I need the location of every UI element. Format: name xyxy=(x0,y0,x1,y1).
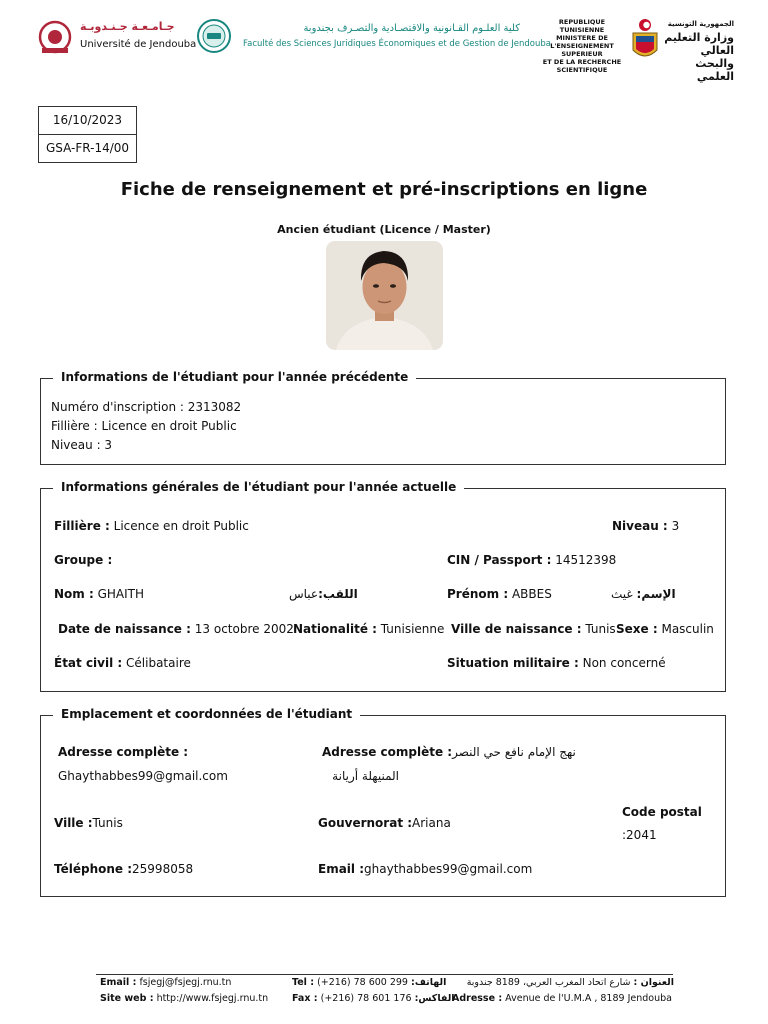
field-sexe: Sexe : Masculin xyxy=(616,622,714,636)
university-name-ar: جـامـعـة جـنـدوبـة xyxy=(80,20,175,33)
previous-year-section xyxy=(40,370,726,465)
ministry-name-ar: الجمهورية التونسية وزارة التعليم العالي والبحث العلمي xyxy=(664,20,734,83)
contact-section xyxy=(40,707,726,897)
faculty-logo xyxy=(196,18,232,54)
previous-registration-number: Numéro d'inscription : 2313082 xyxy=(51,400,242,414)
field-prenom: Prénom : ABBES xyxy=(447,587,552,601)
footer-fax: Fax : (+216) 78 601 176 :الفاكس xyxy=(292,993,455,1004)
field-laqab: اللقب:عباس xyxy=(289,587,358,601)
university-logo xyxy=(38,18,72,56)
field-ville-naissance: Ville de naissance : Tunis xyxy=(451,622,616,636)
previous-year-legend: Informations de l'étudiant pour l'année précédente xyxy=(53,370,416,384)
footer-address-ar: العنوان : شارع اتحاد المغرب العربي، 8189 جندوبة xyxy=(466,977,674,988)
field-filiere: Fillière : Licence en droit Public xyxy=(54,519,249,533)
footer-email: Email : fsjegj@fsjegj.rnu.tn xyxy=(100,977,232,988)
field-gouvernorat: Gouvernorat :Ariana xyxy=(318,816,451,830)
field-cin: CIN / Passport : 14512398 xyxy=(447,553,617,567)
field-groupe: Groupe : xyxy=(54,553,113,567)
university-name-fr: Université de Jendouba xyxy=(80,39,197,50)
faculty-name-ar: كلية العلـوم القـانونية والاقتصـادية والتصـرف بجندوبة xyxy=(303,23,520,34)
field-nationalite: Nationalité : Tunisienne xyxy=(293,622,445,636)
field-adresse-value: Ghaythabbes99@gmail.com xyxy=(58,769,228,783)
footer-address-fr: Adresse : Avenue de l'U.M.A , 8189 Jendouba xyxy=(452,993,672,1004)
field-ville: Ville :Tunis xyxy=(54,816,123,830)
field-adresse-ar: Adresse complète :نهج الإمام نافع حي النصر xyxy=(322,745,576,759)
current-year-section xyxy=(40,480,726,692)
field-code-postal-label: Code postal xyxy=(622,805,702,819)
field-etat-civil: État civil : Célibataire xyxy=(54,656,191,670)
faculty-name-fr: Faculté des Sciences Juridiques Économiques et de Gestion de Jendouba xyxy=(243,39,551,49)
page-title: Fiche de renseignement et pré-inscriptions en ligne xyxy=(120,179,648,200)
reference-box xyxy=(38,106,137,163)
previous-niveau: Niveau : 3 xyxy=(51,438,113,452)
form-code: GSA-FR-14/00 xyxy=(39,134,136,162)
field-email: Email :ghaythabbes99@gmail.com xyxy=(318,862,533,876)
page-subtitle: Ancien étudiant (Licence / Master) xyxy=(277,223,491,236)
footer-divider xyxy=(96,974,673,975)
contact-legend: Emplacement et coordonnées de l'étudiant xyxy=(53,707,360,721)
ministry-name-fr: REPUBLIQUE TUNISIENNE MINISTERE DE L'ENSEIGNEMENT SUPERIEUR ET DE LA RECHERCHE SCIENTIFIQUE xyxy=(542,18,622,74)
field-adresse-ar-line2: المنيهلة أريانة xyxy=(332,769,399,783)
tunisia-emblem-icon xyxy=(630,18,660,62)
footer-site: Site web : http://www.fsjegj.rnu.tn xyxy=(100,993,269,1004)
student-photo xyxy=(326,241,443,350)
field-nom: Nom : GHAITH xyxy=(54,587,145,601)
field-telephone: Téléphone :25998058 xyxy=(54,862,194,876)
field-date-naissance: Date de naissance : 13 octobre 2002 xyxy=(58,622,294,636)
form-date: 16/10/2023 xyxy=(52,113,123,127)
field-situation-militaire: Situation militaire : Non concerné xyxy=(447,656,666,670)
current-year-legend: Informations générales de l'étudiant pour l'année actuelle xyxy=(53,480,464,494)
field-niveau: Niveau : 3 xyxy=(612,519,680,533)
field-ism: الإسم: غيث xyxy=(611,587,676,601)
previous-filiere: Fillière : Licence en droit Public xyxy=(51,419,237,433)
footer-tel: Tel : (+216) 78 600 299 :الهاتف xyxy=(292,977,447,988)
field-adresse-label: Adresse complète : xyxy=(58,745,189,759)
field-code-postal-value: :2041 xyxy=(622,828,657,842)
